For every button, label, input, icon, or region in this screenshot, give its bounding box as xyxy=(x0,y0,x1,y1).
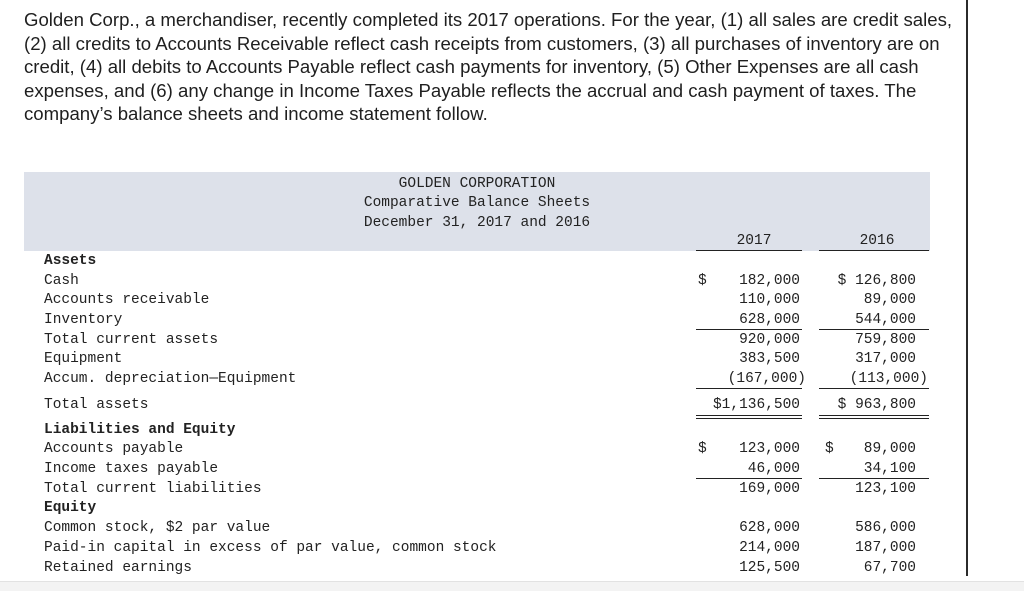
value-2016: 187,000 xyxy=(855,540,916,556)
value-2017: 46,000 xyxy=(747,461,800,477)
subtotal-underline-2016 xyxy=(819,388,929,389)
row-label: Income taxes payable xyxy=(44,461,219,477)
value-2016: 759,800 xyxy=(855,332,916,348)
value-2017: 214,000 xyxy=(739,540,800,556)
row-label: Equipment xyxy=(44,351,123,367)
balance-sheet-table xyxy=(24,172,930,580)
value-2016: 89,000 xyxy=(863,441,916,457)
liabilities-equity-heading: Liabilities and Equity xyxy=(44,422,236,438)
value-2017: 182,000 xyxy=(739,273,800,289)
value-2016: $ 126,800 xyxy=(837,273,916,289)
value-2017: 123,000 xyxy=(739,441,800,457)
problem-description: Golden Corp., a merchandiser, recently completed its 2017 operations. For the year, (1) all sales are credit sales, (2) all credits to Accounts Receivable reflect cash receipts from customers, (3) all purchases of inventory are on credit, (4) all debits to Accounts Payable reflect cash payments for inventory, (5) Other Expenses are all cash expenses, and (6) any change in Income Taxes Payable reflects the accrual and cash payment of taxes. The company’s balance sheets and income statement follow. xyxy=(24,9,953,125)
column-header-2016: 2016 xyxy=(859,233,895,249)
value-2016: 544,000 xyxy=(855,312,916,328)
total-double-underline-2017 xyxy=(696,418,802,419)
row-label: Total assets xyxy=(44,397,149,413)
value-2017: 628,000 xyxy=(739,312,800,328)
value-2016: 123,100 xyxy=(855,481,916,497)
value-2017: 383,500 xyxy=(739,351,800,367)
company-name: GOLDEN CORPORATION xyxy=(398,176,556,192)
row-label: Accum. depreciation—Equipment xyxy=(44,371,297,387)
subtotal-underline-2016 xyxy=(819,478,929,479)
column-header-2017: 2017 xyxy=(736,233,772,249)
row-label: Cash xyxy=(44,273,79,289)
value-2016: (113,000) xyxy=(849,371,928,387)
value-2017: 920,000 xyxy=(739,332,800,348)
dollar-sign: $ xyxy=(825,441,834,457)
value-2017: 110,000 xyxy=(739,292,800,308)
row-label: Paid-in capital in excess of par value, common stock xyxy=(44,540,497,556)
subtotal-underline-2017 xyxy=(696,329,802,330)
subtotal-underline-2016 xyxy=(819,329,929,330)
value-2016: $ 963,800 xyxy=(837,397,916,413)
row-label: Total current liabilities xyxy=(44,481,262,497)
dollar-sign: $ xyxy=(698,441,707,457)
row-label: Accounts receivable xyxy=(44,292,210,308)
header-underline-2016 xyxy=(819,250,929,251)
dollar-sign: $ xyxy=(698,273,707,289)
value-2017: 169,000 xyxy=(739,481,800,497)
row-label: Inventory xyxy=(44,312,123,328)
assets-heading: Assets xyxy=(44,253,97,269)
statement-title: Comparative Balance Sheets xyxy=(363,195,591,212)
row-label: Accounts payable xyxy=(44,441,184,457)
value-2017: (167,000) xyxy=(727,371,806,387)
panel-divider xyxy=(966,0,968,576)
header-underline-2017 xyxy=(696,250,802,251)
subtotal-underline-2017 xyxy=(696,478,802,479)
row-label: Retained earnings xyxy=(44,560,192,576)
row-label: Total current assets xyxy=(44,332,219,348)
value-2016: 67,700 xyxy=(863,560,916,576)
value-2016: 317,000 xyxy=(855,351,916,367)
total-underline-2016 xyxy=(819,415,929,416)
value-2017: $1,136,500 xyxy=(712,397,800,413)
value-2016: 586,000 xyxy=(855,520,916,536)
value-2017: 125,500 xyxy=(739,560,800,576)
statement-date: December 31, 2017 and 2016 xyxy=(363,214,591,231)
total-double-underline-2016 xyxy=(819,418,929,419)
subtotal-underline-2017 xyxy=(696,388,802,389)
row-label: Common stock, $2 par value xyxy=(44,520,271,536)
value-2016: 34,100 xyxy=(863,461,916,477)
statement-heading xyxy=(346,175,608,233)
value-2017: 628,000 xyxy=(739,520,800,536)
value-2016: 89,000 xyxy=(863,292,916,308)
equity-heading: Equity xyxy=(44,500,97,516)
total-underline-2017 xyxy=(696,415,802,416)
